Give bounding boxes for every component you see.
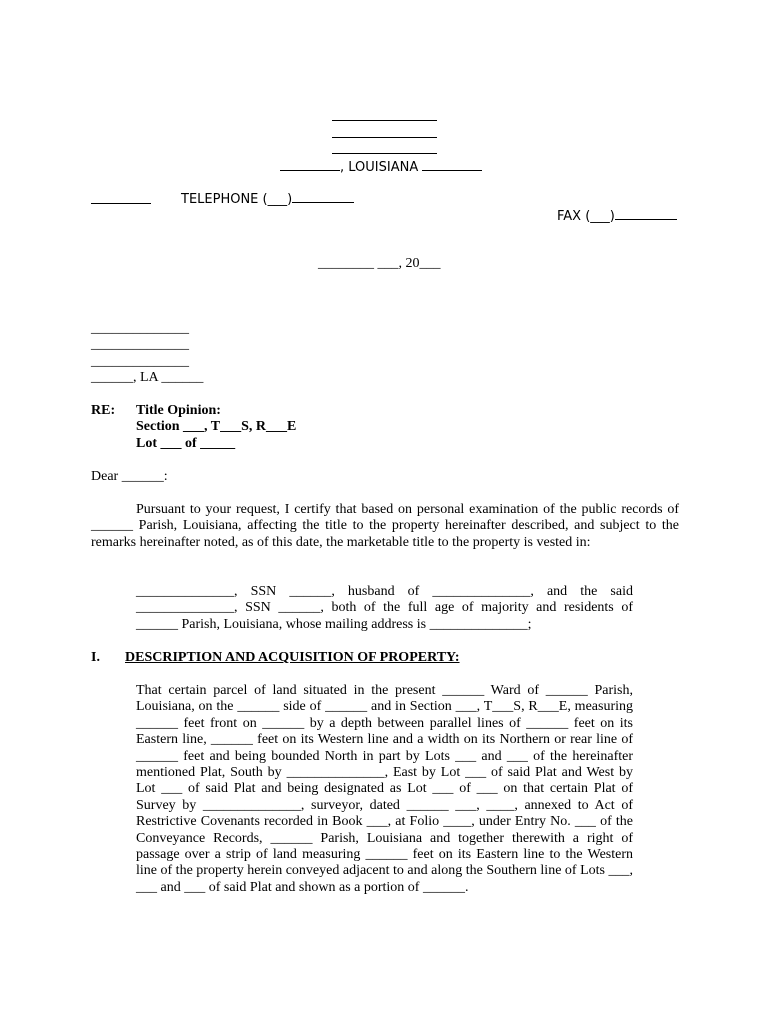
zip-blank <box>422 156 482 171</box>
letterhead-telephone <box>181 188 354 207</box>
city-blank <box>280 156 340 171</box>
addressee-line-3: ______________ <box>91 354 189 369</box>
section-heading: DESCRIPTION AND ACQUISITION OF PROPERTY: <box>125 650 460 665</box>
section-body: That certain parcel of land situated in the present ______ Ward of ______ Parish, Louisiana, on the ______ side of ______ and in Section ___, T___S, R___E, measuring ______ feet front on ______ by a depth between parallel lines of ______ feet on its Eastern line, ______ feet on its Western line and a width on its Northern or rear line of ______ feet and being bounded North in part by Lots ___ and ___ of the hereinafter mentioned Plat, South by ______________, East by Lot ___ of said Plat and West by Lot ___ of said Plat and being designated as Lot ___ of ___ on that certain Plat of Survey by ______________, surveyor, dated ______ ___, ____, annexed to Act of Restrictive Covenants recorded in Book ___, at Folio ____, under Entry No. ___ of the Conveyance Records, ______ Parish, Louisiana and together therewith a right of passage over a strip of land measuring ______ feet on its Eastern line to the Western line of the property herein conveyed adjacent to and along the Southern line of Lots ___, ___ and ___ of said Plat and shown as a portion of ______. <box>136 683 633 895</box>
city-state-label: , LOUISIANA <box>340 160 419 175</box>
salutation: Dear ______: <box>91 469 168 484</box>
addressee-line-2: ______________ <box>91 337 189 352</box>
letterhead-blank-line-3 <box>332 153 437 154</box>
vested-line-2 <box>136 600 633 616</box>
vested-line-2-name <box>136 600 234 616</box>
addressee-line-1: ______________ <box>91 321 189 336</box>
re-line-3: Lot ___ of _____ <box>136 436 236 451</box>
vested-line-1: ______________, SSN ______, husband of ______________, and the said <box>136 584 633 599</box>
re-line-2: Section ___, T___S, R___E <box>136 419 297 434</box>
letterhead-city-state <box>280 156 482 175</box>
letterhead-left-blank <box>91 203 151 204</box>
addressee-line-4: ______, LA ______ <box>91 370 204 385</box>
letterhead-blank-line-1 <box>332 120 437 121</box>
letterhead-fax <box>557 205 677 224</box>
re-label: RE: <box>91 403 116 418</box>
telephone-label: TELEPHONE (___) <box>181 192 293 207</box>
letterhead-blank-line-2 <box>332 137 437 138</box>
section-number: I. <box>91 650 100 665</box>
telephone-blank <box>292 188 354 203</box>
fax-label: FAX (___) <box>557 209 615 224</box>
date-line: ________ ___, 20___ <box>318 256 441 271</box>
vested-line-2-rest: , SSN ______, both of the full age of majority and residents of <box>234 600 633 615</box>
intro-paragraph: Pursuant to your request, I certify that based on personal examination of the public records of ______ Parish, Louisiana, affecting the title to the property hereinafter described, and subject to the remarks hereinafter noted, as of this date, the marketable title to the property is vested in: <box>91 502 679 550</box>
fax-blank <box>615 205 677 220</box>
re-line-1: Title Opinion: <box>136 403 221 418</box>
vested-line-2-name-blank: ______________ <box>136 600 234 615</box>
vested-line-3: ______ Parish, Louisiana, whose mailing address is ______________; <box>136 617 532 632</box>
